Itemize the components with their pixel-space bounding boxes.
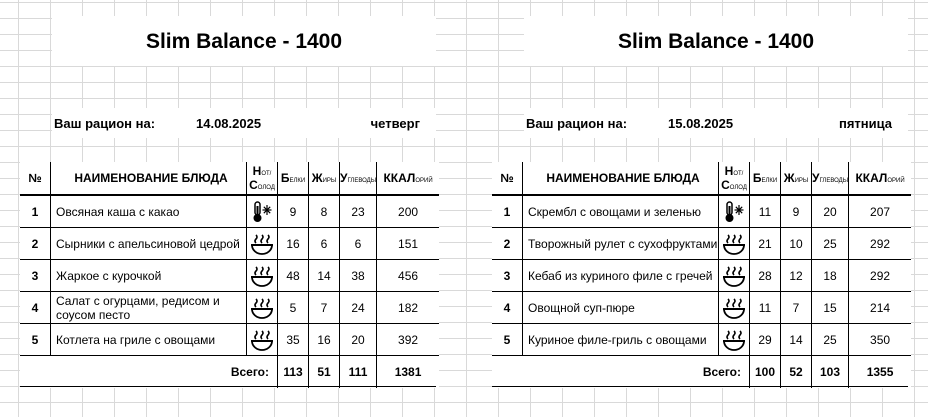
kcal-value: 182 bbox=[377, 292, 440, 324]
serving-type-cell bbox=[247, 260, 278, 292]
protein-value: 21 bbox=[750, 228, 781, 260]
kcal-value: 292 bbox=[849, 228, 912, 260]
header-number: № bbox=[492, 162, 523, 195]
protein-value: 11 bbox=[750, 292, 781, 324]
ration-label: Ваш рацион на: bbox=[54, 116, 156, 131]
protein-value: 35 bbox=[278, 324, 309, 356]
carbs-value: 20 bbox=[812, 195, 849, 228]
hot-dish-icon bbox=[722, 329, 746, 351]
serving-type-cell bbox=[719, 292, 750, 324]
fat-value: 9 bbox=[781, 195, 812, 228]
fat-value: 8 bbox=[309, 195, 340, 228]
dish-name: Котлета на гриле с овощами bbox=[51, 324, 247, 356]
totals-label: Всего: bbox=[230, 365, 269, 379]
kcal-value: 292 bbox=[849, 260, 912, 292]
title-block bbox=[524, 16, 908, 66]
header-kcal: ККАЛОРИЙ bbox=[849, 162, 912, 195]
header-protein: БЕЛКИ bbox=[750, 162, 781, 195]
total-fat: 52 bbox=[781, 356, 812, 389]
dish-name: Жаркое с курочкой bbox=[51, 260, 247, 292]
fat-value: 7 bbox=[781, 292, 812, 324]
table-header-row bbox=[492, 162, 911, 195]
dish-name: Салат с огурцами, редисом и соусом песто bbox=[51, 292, 247, 324]
serving-type-cell bbox=[247, 195, 278, 228]
dish-number: 2 bbox=[492, 228, 523, 260]
serving-type-cell bbox=[719, 324, 750, 356]
kcal-value: 456 bbox=[377, 260, 440, 292]
menu-sheet-right bbox=[490, 0, 928, 417]
header-number: № bbox=[20, 162, 51, 195]
carbs-value: 6 bbox=[340, 228, 377, 260]
dish-name: Кебаб из куриного филе с гречей bbox=[523, 260, 719, 292]
ration-label: Ваш рацион на: bbox=[526, 116, 628, 131]
fat-value: 12 bbox=[781, 260, 812, 292]
thermometer-snowflake-icon bbox=[722, 201, 746, 223]
menu-table bbox=[492, 162, 911, 388]
totals-label: Всего: bbox=[702, 365, 741, 379]
thermometer-snowflake-icon bbox=[250, 201, 274, 223]
total-protein: 113 bbox=[278, 356, 309, 389]
carbs-value: 24 bbox=[340, 292, 377, 324]
dish-name: Творожный рулет с сухофруктами bbox=[523, 228, 719, 260]
header-hot-cold: НОТ/СОЛОД bbox=[719, 162, 750, 195]
header-dish-name: НАИМЕНОВАНИЕ БЛЮДА bbox=[523, 162, 719, 195]
serving-type-cell bbox=[719, 228, 750, 260]
total-carbs: 103 bbox=[812, 356, 849, 389]
dish-row bbox=[492, 292, 911, 324]
serving-type-cell bbox=[719, 260, 750, 292]
dish-row bbox=[20, 292, 439, 324]
ration-date: 14.08.2025 bbox=[196, 116, 262, 131]
carbs-value: 15 bbox=[812, 292, 849, 324]
dish-row bbox=[20, 195, 439, 228]
hot-dish-icon bbox=[250, 265, 274, 287]
dish-row bbox=[20, 228, 439, 260]
protein-value: 29 bbox=[750, 324, 781, 356]
protein-value: 5 bbox=[278, 292, 309, 324]
dish-name: Сырники с апельсиновой цедрой bbox=[51, 228, 247, 260]
table-bottom-border bbox=[20, 386, 436, 387]
page-title: Slim Balance - 1400 bbox=[145, 30, 343, 53]
dish-row bbox=[492, 228, 911, 260]
header-dish-name: НАИМЕНОВАНИЕ БЛЮДА bbox=[51, 162, 247, 195]
dish-number: 5 bbox=[492, 324, 523, 356]
fat-value: 6 bbox=[309, 228, 340, 260]
dish-number: 3 bbox=[492, 260, 523, 292]
total-protein: 100 bbox=[750, 356, 781, 389]
dish-row bbox=[492, 324, 911, 356]
carbs-value: 25 bbox=[812, 324, 849, 356]
total-kcal: 1355 bbox=[849, 356, 912, 389]
ration-weekday: четверг bbox=[370, 116, 420, 131]
dish-row bbox=[492, 195, 911, 228]
carbs-value: 23 bbox=[340, 195, 377, 228]
header-carbs: УГЛЕВОДЫ bbox=[812, 162, 849, 195]
protein-value: 28 bbox=[750, 260, 781, 292]
dish-name: Куриное филе-гриль с овощами bbox=[523, 324, 719, 356]
ration-date: 15.08.2025 bbox=[668, 116, 734, 131]
title-block bbox=[52, 16, 436, 66]
fat-value: 10 bbox=[781, 228, 812, 260]
ration-line bbox=[524, 108, 908, 138]
header-carbs: УГЛЕВОДЫ bbox=[340, 162, 377, 195]
fat-value: 16 bbox=[309, 324, 340, 356]
dish-number: 3 bbox=[20, 260, 51, 292]
dish-row bbox=[492, 260, 911, 292]
serving-type-cell bbox=[719, 195, 750, 228]
hot-dish-icon bbox=[250, 233, 274, 255]
header-hot-cold: НОТ/СОЛОД bbox=[247, 162, 278, 195]
page-title: Slim Balance - 1400 bbox=[617, 30, 815, 53]
total-carbs: 111 bbox=[340, 356, 377, 389]
total-kcal: 1381 bbox=[377, 356, 440, 389]
totals-row bbox=[492, 356, 911, 389]
hot-dish-icon bbox=[722, 297, 746, 319]
kcal-value: 151 bbox=[377, 228, 440, 260]
header-protein: БЕЛКИ bbox=[278, 162, 309, 195]
header-kcal: ККАЛОРИЙ bbox=[377, 162, 440, 195]
ration-weekday: пятница bbox=[838, 116, 892, 131]
menu-sheet-left bbox=[18, 0, 462, 417]
dish-number: 1 bbox=[492, 195, 523, 228]
hot-dish-icon bbox=[722, 233, 746, 255]
dish-name: Скрембл с овощами и зеленью bbox=[523, 195, 719, 228]
ration-line bbox=[52, 108, 436, 138]
dish-number: 1 bbox=[20, 195, 51, 228]
hot-dish-icon bbox=[250, 329, 274, 351]
protein-value: 16 bbox=[278, 228, 309, 260]
dish-row bbox=[20, 260, 439, 292]
kcal-value: 392 bbox=[377, 324, 440, 356]
carbs-value: 20 bbox=[340, 324, 377, 356]
protein-value: 11 bbox=[750, 195, 781, 228]
dish-number: 2 bbox=[20, 228, 51, 260]
carbs-value: 38 bbox=[340, 260, 377, 292]
serving-type-cell bbox=[247, 324, 278, 356]
kcal-value: 350 bbox=[849, 324, 912, 356]
totals-row bbox=[20, 356, 439, 389]
fat-value: 14 bbox=[781, 324, 812, 356]
dish-name: Овощной суп-пюре bbox=[523, 292, 719, 324]
carbs-value: 18 bbox=[812, 260, 849, 292]
fat-value: 14 bbox=[309, 260, 340, 292]
dish-number: 4 bbox=[492, 292, 523, 324]
total-fat: 51 bbox=[309, 356, 340, 389]
carbs-value: 25 bbox=[812, 228, 849, 260]
hot-dish-icon bbox=[722, 265, 746, 287]
dish-number: 4 bbox=[20, 292, 51, 324]
dish-row bbox=[20, 324, 439, 356]
fat-value: 7 bbox=[309, 292, 340, 324]
protein-value: 9 bbox=[278, 195, 309, 228]
header-fat: ЖИРЫ bbox=[309, 162, 340, 195]
kcal-value: 207 bbox=[849, 195, 912, 228]
header-fat: ЖИРЫ bbox=[781, 162, 812, 195]
hot-dish-icon bbox=[250, 297, 274, 319]
table-header-row bbox=[20, 162, 439, 195]
dish-number: 5 bbox=[20, 324, 51, 356]
table-bottom-border bbox=[492, 386, 908, 387]
protein-value: 48 bbox=[278, 260, 309, 292]
menu-table bbox=[20, 162, 439, 388]
serving-type-cell bbox=[247, 292, 278, 324]
serving-type-cell bbox=[247, 228, 278, 260]
dish-name: Овсяная каша с какао bbox=[51, 195, 247, 228]
kcal-value: 214 bbox=[849, 292, 912, 324]
kcal-value: 200 bbox=[377, 195, 440, 228]
